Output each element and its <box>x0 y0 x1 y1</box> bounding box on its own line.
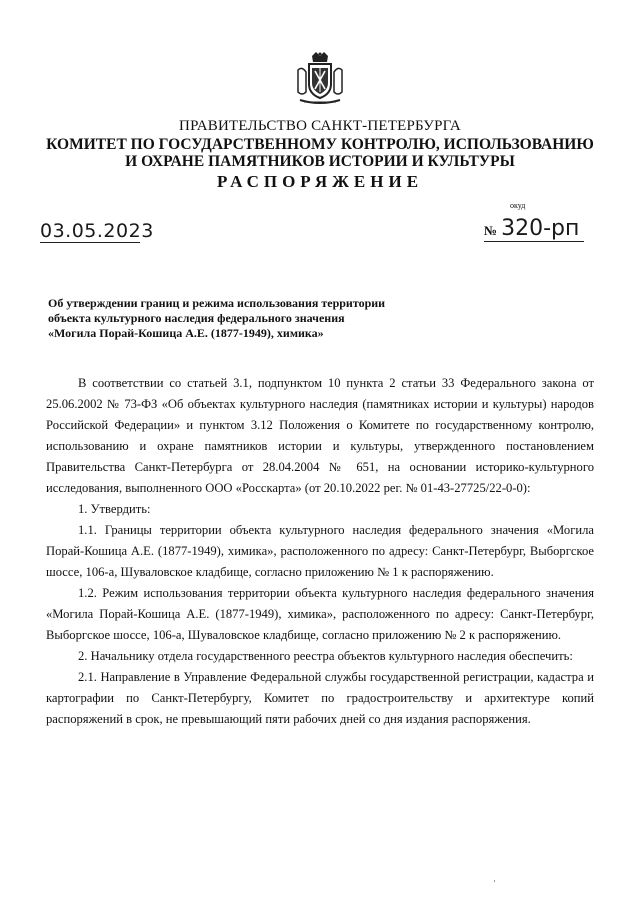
paragraph-1-1: 1.1. Границы территории объекта культурного наследия федерального значения «Могила Порай-Кошица А.Е. (1877-1949), химика», расположенного по адресу: Санкт-Петербург, Выборгское шоссе, 106-а, Шуваловское кладбище, согласно приложению № 1 к распоряжению. <box>46 523 594 579</box>
committee-title <box>0 136 640 170</box>
subject-line2: объекта культурного наследия федерального значения <box>48 311 345 325</box>
document-number <box>484 216 584 242</box>
number-sign: № <box>484 223 498 238</box>
committee-title-line1: КОМИТЕТ ПО ГОСУДАРСТВЕННОМУ КОНТРОЛЮ, ИСПОЛЬЗОВАНИЮ <box>46 136 594 153</box>
okud-label: окуд <box>510 201 526 210</box>
committee-title-line2: И ОХРАНЕ ПАМЯТНИКОВ ИСТОРИИ И КУЛЬТУРЫ <box>125 153 515 170</box>
number-value: 320-рп <box>501 216 580 241</box>
intro-paragraph: В соответствии со статьей 3.1, подпунктом 10 пункта 2 статьи 33 Федерального закона от 25.06.2002 № 73-ФЗ «Об объектах культурного наследия (памятниках истории и культуры) народов Российской Федерации» и пунктом 3.12 Положения о Комитете по государственному контролю, использованию и охране памятников истории и культуры, утвержденного постановлением Правительства Санкт-Петербурга от 28.04.2004 № 651, на основании историко-культурного исследования, выполненного ООО «Росскарта» (от 20.10.2022 рег. № 01-43-27725/22-0-0): <box>46 376 594 495</box>
paragraph-2-1: 2.1. Направление в Управление Федеральной службы государственной регистрации, кадастра и картографии по Санкт-Петербургу, Комитет по градостроительству и архитектуре копий распоряжений в срок, не превышающий пяти рабочих дней со дня издания распоряжения. <box>46 670 594 726</box>
document-body <box>46 373 594 730</box>
subject-line1: Об утверждении границ и режима использования территории <box>48 296 386 310</box>
paragraph-1-2: 1.2. Режим использования территории объекта культурного наследия федерального значения «Могила Порай-Кошица А.Е. (1877-1949), химика», расположенного по адресу: Санкт-Петербург, Выборгское шоссе, 106-а, Шуваловское кладбище, согласно приложению № 2 к распоряжению. <box>46 586 594 642</box>
paragraph-1: 1. Утвердить: <box>78 502 151 516</box>
subject-line3: «Могила Порай-Кошица А.Е. (1877-1949), химика» <box>48 326 324 340</box>
document-type: РАСПОРЯЖЕНИЕ <box>216 172 424 191</box>
subject-block <box>48 296 468 341</box>
coat-of-arms-icon <box>294 52 346 106</box>
paragraph-2: 2. Начальнику отдела государственного реестра объектов культурного наследия обеспечить: <box>78 649 573 663</box>
government-title: ПРАВИТЕЛЬСТВО САНКТ-ПЕТЕРБУРГА <box>179 118 461 134</box>
page-mark <box>494 880 495 882</box>
document-date: 03.05.2023 <box>40 220 154 242</box>
